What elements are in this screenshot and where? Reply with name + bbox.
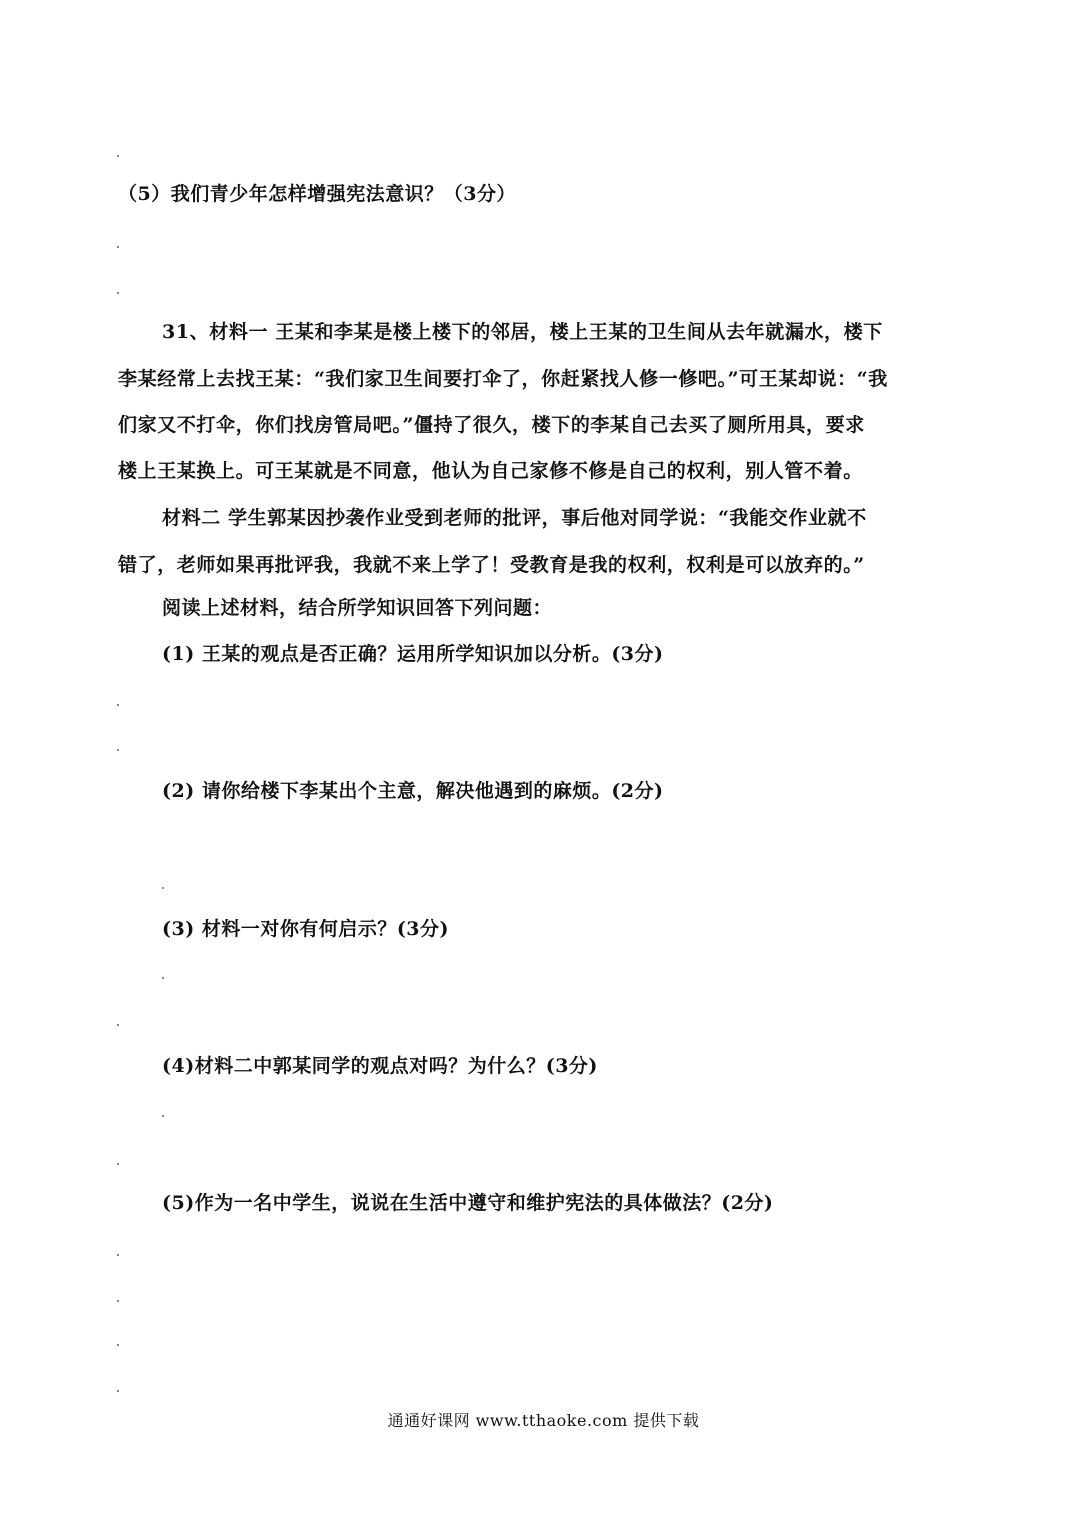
scan-speck [117,155,119,157]
scan-speck [117,1163,119,1165]
question-31-material-1-line-2: 李某经常上去找王某：“我们家卫生间要打伞了，你赶紧找人修一修吧。”可王某却说：“我 [118,368,888,390]
question-31-instruction: 阅读上述材料，结合所学知识回答下列问题： [162,597,553,619]
question-31-sub-1: (1) 王某的观点是否正确？运用所学知识加以分析。(3分) [162,643,664,665]
scan-speck [162,977,164,979]
question-31-material-1-line-1: 31、材料一 王某和李某是楼上楼下的邻居，楼上王某的卫生间从去年就漏水，楼下 [162,321,883,343]
scan-speck [117,704,119,706]
scan-speck [117,1300,119,1302]
question-31-material-2-line-2: 错了，老师如果再批评我，我就不来上学了！受教育是我的权利，权利是可以放弃的。” [118,554,865,576]
question-31-sub-4: (4)材料二中郭某同学的观点对吗？为什么？(3分) [162,1055,598,1077]
scan-speck [117,246,119,248]
scan-speck [117,292,119,294]
scan-speck [162,887,164,889]
question-31-sub-3: (3) 材料一对你有何启示？(3分) [162,918,450,940]
scan-speck [117,749,119,751]
question-31-material-1-line-3: 们家又不打伞，你们找房管局吧。”僵持了很久，楼下的李某自己去买了厕所用具，要求 [118,414,865,436]
scan-speck [117,1344,119,1346]
question-31-material-1-line-4: 楼上王某换上。可王某就是不同意，他认为自己家修不修是自己的权利，别人管不着。 [118,460,863,482]
scan-speck [162,1115,164,1117]
scan-speck [117,1024,119,1026]
footer-source: 通通好课网 www.tthaoke.com 提供下载 [387,1411,700,1430]
question-31-sub-2: (2) 请你给楼下李某出个主意，解决他遇到的麻烦。(2分) [162,780,664,802]
question-31-sub-5: (5)作为一名中学生，说说在生活中遵守和维护宪法的具体做法？(2分) [162,1192,774,1214]
scan-speck [117,1254,119,1256]
question-31-material-2-line-1: 材料二 学生郭某因抄袭作业受到老师的批评，事后他对同学说：“我能交作业就不 [162,507,867,529]
question-30-5: （5）我们青少年怎样增强宪法意识？（3分） [118,183,516,205]
scan-speck [117,1390,119,1392]
